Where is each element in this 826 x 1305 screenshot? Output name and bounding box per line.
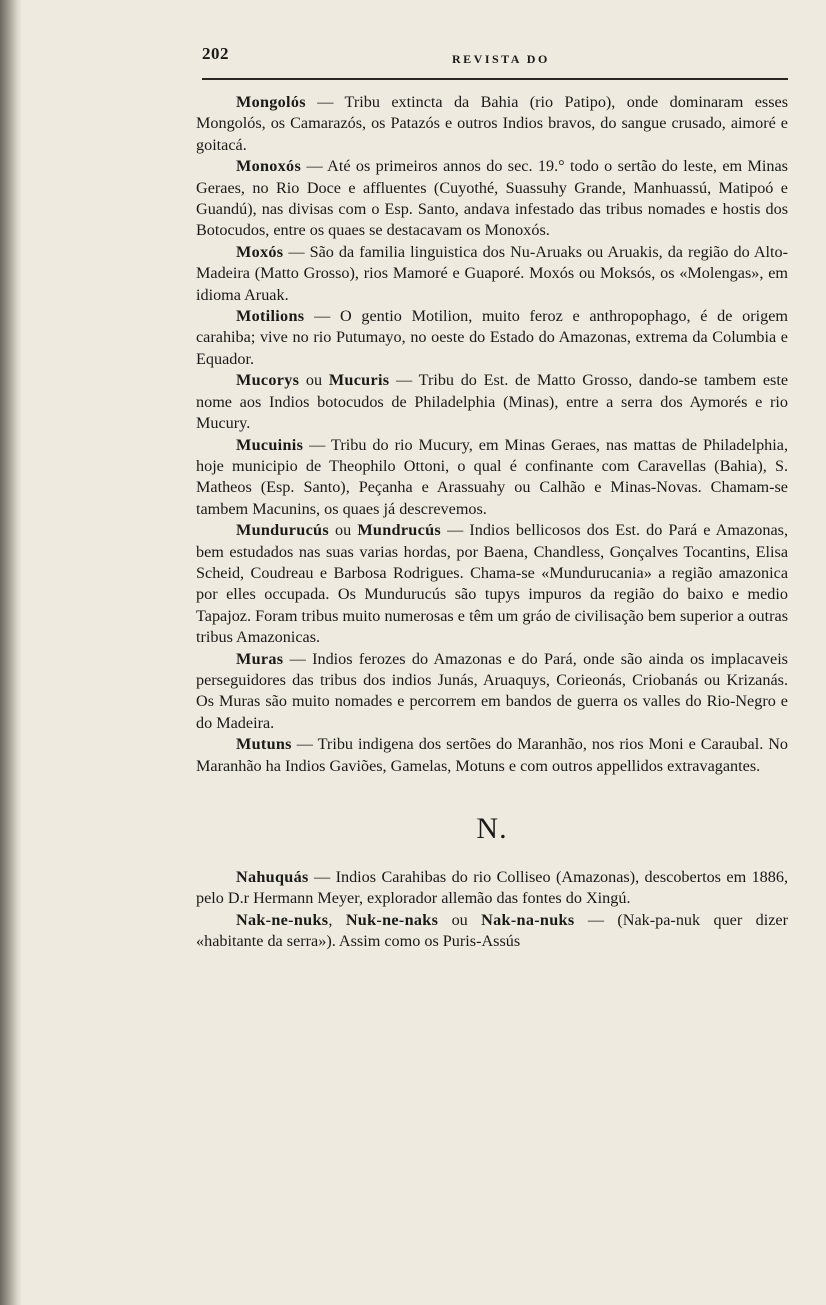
entry-connector: ou (438, 910, 482, 929)
entry-mucuinis (196, 435, 788, 521)
entry-muras (196, 649, 788, 735)
section-heading-n: N. (476, 812, 508, 845)
page-number: 202 (202, 44, 229, 63)
entry-term: Moxós (236, 242, 284, 261)
entry-moxos (196, 242, 788, 306)
entry-term-variant: Nak-na-nuks (481, 910, 575, 929)
entry-term: Mucuinis (236, 435, 304, 454)
entry-text: — Até os primeiros annos do sec. 19.° todo o sertão do leste, em Minas Geraes, no Rio Doce e affluentes (Cuyothé, Suassuhy Grande, Manhuassú, Matipoó e Guandú), nas divisas com o Esp. Santo, andava infestado das tribus nomades e hostis dos Botocudos, entre os quaes se destacavam os Monoxós. (196, 157, 788, 240)
entry-text: — Indios bellicosos dos Est. do Pará e Amazonas, bem estudados nas suas varias hordas, por Baena, Chandless, Gonçalves Tocantins, Elisa Scheid, Coudreau e Barbosa Rodrigues. Chama-se «Mundurucania» a região amazonica por elles occupada. Os Mundurucús são tupys impuros da região do baixo e medio Tapajoz. Foram tribus muito numerosas e têm um gráo de civilisação bem superior a outras tribus Amazonicas. (196, 521, 788, 647)
entry-term: Monoxós (236, 157, 302, 176)
entry-term: Mundurucús (236, 521, 329, 540)
entry-mucorys (196, 370, 788, 434)
entry-monoxos (196, 156, 788, 242)
page-body (196, 92, 788, 953)
running-title: REVISTA DO (452, 52, 550, 66)
entry-term: Mucorys (236, 371, 300, 390)
entry-connector: , (328, 910, 346, 929)
entry-mongolos (196, 92, 788, 156)
entry-mutuns (196, 734, 788, 777)
entry-term-variant: Mucuris (328, 371, 390, 390)
entry-term: Nahuquás (236, 868, 309, 886)
entry-text: — Indios ferozes do Amazonas e do Pará, onde são ainda os implacaveis perseguidores das tribus dos indios Junás, Aruaquys, Corieonás, Criobanás ou Krizanás. Os Muras são muito nomades e percorrem em bandos de guerra os valles do Rio-Negro e do Madeira. (196, 649, 788, 732)
book-binding-edge (0, 0, 22, 1305)
entry-term: Muras (236, 649, 284, 668)
page-header (196, 38, 788, 78)
entry-connector: ou (299, 371, 329, 390)
entry-term-variant: Mundrucús (357, 521, 441, 540)
entry-text: — (Nak-pa-nuk quer dizer «habitante da serra»). Assim como os Puris-Assús (196, 910, 788, 951)
entry-text: — Tribu do Est. de Matto Grosso, dando-se tambem este nome aos Indios botocudos de Philadelphia (Minas), entre a serra dos Aymorés e rio Mucury. (196, 371, 789, 433)
entry-text: — São da familia linguistica dos Nu-Aruaks ou Aruakis, da região do Alto-Madeira (Matto Grosso), rios Mamoré e Guaporé. Moxós ou Moksós, os «Molengas», em idioma Aruak. (196, 242, 788, 304)
entry-term: Mongolós (236, 93, 306, 111)
entry-nak-ne-nuks (196, 910, 788, 953)
book-page (196, 38, 788, 1288)
entry-text: — O gentio Motilion, muito feroz e anthropophago, é de origem carahiba; vive no rio Putumayo, no oeste do Estado do Amazonas, extrema da Columbia e Equador. (196, 307, 788, 368)
entry-mundurucus (196, 520, 788, 648)
entry-text: — Tribu do rio Mucury, em Minas Geraes, nas mattas de Philadelphia, hoje municipio de Theophilo Ottoni, o qual é confinante com Caravellas (Bahia), S. Matheos (Esp. Santo), Peçanha e Arassuahy ou Calhão e Minas-Novas. Chamam-se tambem Macunins, os quaes já descrevemos. (196, 435, 788, 518)
entry-text: — Indios Carahibas do rio Colliseo (Amazonas), descobertos em 1886, pelo D.r Hermann Meyer, explorador allemão das fontes do Xingú. (196, 868, 788, 908)
entry-text: — Tribu extincta da Bahia (rio Patipo), onde dominaram esses Mongolós, os Camarazós, os Patazós e outros Indios bravos, do sangue crusado, aimoré e goitacá. (196, 93, 788, 154)
entry-term-variant: Nuk-ne-naks (345, 910, 439, 929)
entry-text: — Tribu indigena dos sertões do Maranhão, nos rios Moni e Caraubal. No Maranhão ha Indios Gaviões, Gamelas, Motuns e com outros appellidos extravagantes. (196, 735, 788, 775)
entry-motilions (196, 306, 788, 370)
entry-nahuquas (196, 867, 788, 910)
entry-connector: ou (328, 521, 358, 540)
entry-term: Motilions (236, 307, 305, 326)
header-rule (202, 78, 788, 80)
entry-term: Mutuns (236, 735, 292, 754)
entry-term: Nak-ne-nuks (236, 910, 329, 929)
